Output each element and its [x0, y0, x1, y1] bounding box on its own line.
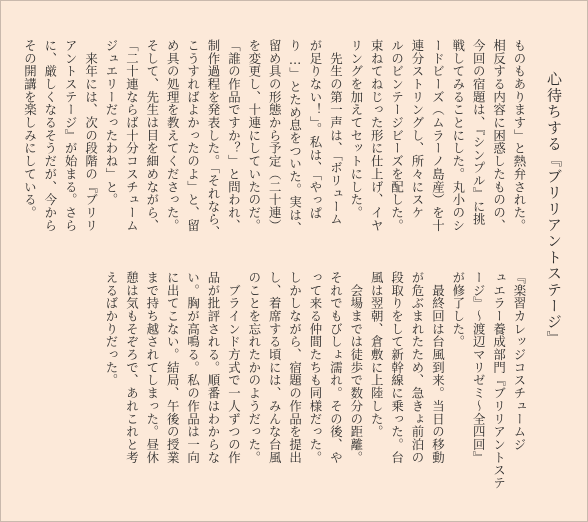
- text-column: えるばかりだった。: [104, 271, 119, 387]
- text-column: 制作過程を発表した。「それなら、: [206, 39, 221, 239]
- text-column: 最終回は台風到来。当日の移動: [430, 271, 446, 464]
- text-column: い。胸が高鳴る。私の作品は一向: [185, 271, 201, 464]
- text-column: が足りない！」。私は、「やっぱ: [308, 39, 323, 220]
- text-column: アントステージ』が始まる。さら: [63, 39, 79, 232]
- text-column: し、着席する頃には、みんな台風: [267, 271, 283, 464]
- text-column: り…」とため息をついた。実は、: [287, 39, 303, 235]
- text-column: ージ』～渡辺マリゼミ～全四回』: [471, 271, 487, 464]
- text-column: って来る仲間たちも同様だった。: [308, 271, 323, 464]
- text-column: リングを加えてセットにした。: [348, 39, 364, 219]
- article-title: 心待ちする『ブリリアントステージ』: [545, 71, 563, 347]
- text-column: め具の処理を教えてくださった。: [165, 39, 181, 232]
- text-column: 留め具の形態から予定（二十連）: [267, 39, 283, 232]
- text-column: 先生の第一声は、「ボリューム: [328, 39, 344, 226]
- text-column: 段取りをして新幹線に乗った。台: [389, 271, 405, 464]
- text-column: 戦してみることにした。丸小のシ: [450, 39, 466, 232]
- text-column: が修了した。: [450, 271, 466, 349]
- text-column: その開講を楽しみにしている。: [22, 39, 38, 219]
- text-column: ジュエリーだったわね」と。: [104, 39, 119, 207]
- text-column: ブラインド方式で一人ずつの作: [226, 271, 242, 464]
- text-column: 憩は気もそぞろで、あれこれと考: [124, 271, 140, 464]
- text-column: のことを忘れたかのようだった。: [246, 271, 262, 464]
- text-column: 風は翌朝、倉敷に上陸した。: [369, 271, 385, 439]
- text-column: に出てこない。結局、午後の授業: [165, 271, 181, 464]
- text-column: 来年には、次の段階の『ブリリ: [83, 39, 99, 232]
- text-column: そして、先生は目を細めながら、: [144, 39, 160, 232]
- text-column: ルのビンテージビーズを配した。: [389, 39, 405, 232]
- text-column: が危ぶまれたため、急きょ前泊の: [410, 271, 425, 464]
- text-column: 会場までは徒歩で数分の距離。: [348, 271, 364, 464]
- text-column: ュエラー養成部門『ブリリアントステ: [491, 271, 507, 490]
- text-column: ードビーズ（ムラーノ島産）を十: [430, 39, 446, 232]
- text-column: 相反する内容に困惑したものの、: [491, 39, 507, 232]
- text-column: 連分ストリングし、所々にスケ: [410, 39, 425, 219]
- text-column: 束ねてねじった形に仕上げ、イヤ: [369, 39, 385, 232]
- text-column: を変更し、十連にしていたのだ。: [246, 39, 262, 232]
- text-column: それでもびしょ濡れ。その後、や: [328, 271, 344, 464]
- text-column: しかしながら、宿題の作品を提出: [287, 271, 303, 464]
- text-column: ものもあります」と熱弁された。: [512, 39, 527, 232]
- text-column: 『楽習カレッジコスチュームジ: [512, 271, 527, 451]
- text-column: 品が批評される。順番はわからな: [206, 271, 221, 464]
- text-column: 今回の宿題は、『シンプル』に挑: [471, 39, 487, 226]
- text-column: こうすればよかったのよ」と、留: [185, 39, 201, 232]
- text-column: まで持ち越されてしまった。昼休: [144, 271, 160, 464]
- text-column: 「誰の作品ですか？」と問われ、: [226, 39, 242, 232]
- text-column: に、厳しくなるそうだが、今から: [42, 39, 58, 232]
- text-column: 「二十連ならば十分コスチューム: [124, 39, 140, 232]
